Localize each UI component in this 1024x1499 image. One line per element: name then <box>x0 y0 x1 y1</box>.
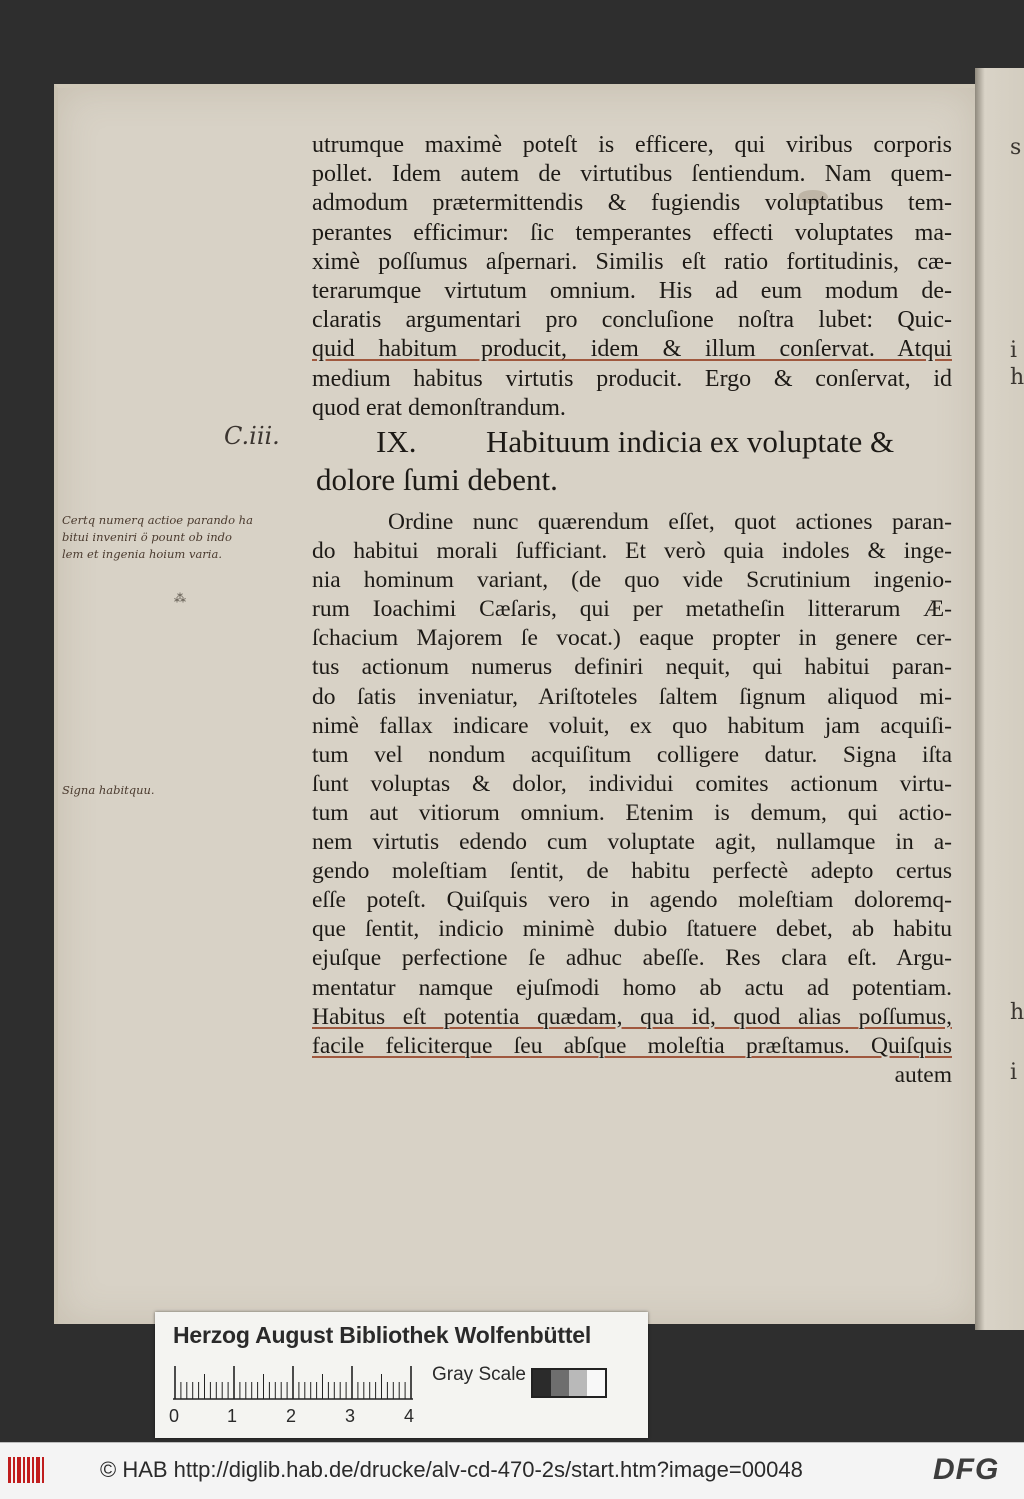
text-line: nem virtutis edendo cum voluptate agit, nullamque in a- <box>312 829 952 856</box>
gray-scale-swatches <box>531 1368 607 1398</box>
text-line: tum vel nondum acquiſitum colligere datur. Signa iſta <box>312 741 952 768</box>
text-line: tum aut vitiorum omnium. Etenim is demum, qui actio- <box>312 799 952 826</box>
text-line: nia hominum variant, (de quo vide Scrutinium ingenio- <box>312 567 952 594</box>
library-name: Herzog August Bibliothek Wolfenbüttel <box>173 1322 592 1348</box>
text-line: perantes efficimur: ſic temperantes effecti voluptates ma- <box>312 219 952 246</box>
margin-note-line: Certq numerq actioe parando ha <box>62 513 253 527</box>
text-line: gendo moleſtiam ſentit, de habitu perfectè adepto certus <box>312 858 952 885</box>
heading-line-1 <box>316 423 952 461</box>
text-line: admodum prætermittendis & fugiendis voluptatibus tem- <box>312 190 952 217</box>
text-line-underlined: facile feliciterque ſeu abſque moleſtia præſtamus. Quiſquis <box>312 1032 952 1059</box>
text-line: terarumque virtutum omnium. His ad eum modum de- <box>312 278 952 305</box>
color-reference-card <box>155 1312 648 1438</box>
text-line: ximè poſſumus aſpernari. Similis eſt ratio fortitudinis, cæ- <box>312 248 952 275</box>
section-heading <box>316 423 952 499</box>
text-line: pollet. Idem autem de virtutibus ſentiendum. Nam quem- <box>312 161 952 188</box>
heading-numeral: IX. <box>376 424 417 459</box>
margin-note-line: lem et ingenia hoium varia. <box>62 547 222 561</box>
ruler-number: 2 <box>286 1406 297 1426</box>
text-line: quod erat demonſtrandum. <box>312 394 566 421</box>
gray-swatch <box>587 1370 605 1396</box>
text-line: Ordine nunc quærendum eſſet, quot actiones paran- <box>388 509 952 535</box>
gray-swatch <box>569 1370 587 1396</box>
margin-note-1 <box>62 512 253 563</box>
margin-note-line: bitui inveniri ö pount ob indo <box>62 530 232 544</box>
text-line: claratis argumentari pro concluſione noſtra lubet: Quic- <box>312 307 952 334</box>
gray-swatch <box>551 1370 569 1396</box>
text-line: nimè fallax indicare voluit, ex quo habitum jam acquiſi- <box>312 712 952 739</box>
next-page-letter: s <box>1010 135 1022 160</box>
next-page-letter: i <box>1010 338 1018 363</box>
ruler-numbers <box>169 1406 429 1430</box>
margin-note-2: Signa habitquu. <box>62 783 155 797</box>
ink-speck: ⁂ <box>174 591 186 605</box>
text-line: eſſe poteſt. Quiſquis vero in agendo moleſtiam doloremq- <box>312 887 952 914</box>
text-line: que ſentit, indicio minimè dubio ſtatuere debet, ab habitu <box>312 916 952 943</box>
body-paragraph-2 <box>312 508 952 1090</box>
dfg-logo: DFG <box>933 1453 1000 1486</box>
text-line: do ſatis inveniatur, Ariſtoteles ſaltem ſignum aliquod mi- <box>312 683 952 710</box>
ruler-number: 0 <box>169 1406 180 1426</box>
body-paragraph-1 <box>312 131 952 423</box>
ruler-number: 3 <box>345 1406 356 1426</box>
text-line: utrumque maximè poteſt is efficere, qui viribus corporis <box>312 132 952 158</box>
text-line: do habitui morali ſufficiant. Et verò quia indoles & inge- <box>312 538 952 565</box>
text-line-underlined: Habitus eſt potentia quædam, qua id, quod alias poſſumus, <box>312 1003 952 1030</box>
ruler-scale <box>173 1366 423 1400</box>
next-page-edge <box>975 68 1024 1330</box>
ruler-number: 1 <box>227 1406 238 1426</box>
next-page-letter: h <box>1010 1000 1024 1025</box>
citation-link[interactable]: © HAB http://diglib.hab.de/drucke/alv-cd-470-2s/start.htm?image=00048 <box>100 1457 803 1482</box>
gray-swatch <box>533 1370 551 1396</box>
text-line-underlined: quid habitum producit, idem & illum conſervat. Atqui <box>312 336 952 363</box>
text-line: ſchacium Majorem ſe vocat.) eaque propter in genere cer- <box>312 625 952 652</box>
next-page-letter: h <box>1010 365 1024 390</box>
hab-barcode-logo-icon <box>8 1455 48 1485</box>
heading-text: Habituum indicia ex voluptate & <box>486 424 895 459</box>
text-line: tus actionum numerus definiri nequit, qui habitui paran- <box>312 654 952 681</box>
signature-mark: C.iii. <box>224 422 280 450</box>
next-page-letter: i <box>1010 1060 1018 1085</box>
catchword: autem <box>894 1061 952 1088</box>
gray-scale-label: Gray Scale <box>432 1364 526 1385</box>
text-line: ejuſque perfectione ſe adhuc abeſſe. Res clara eſt. Argu- <box>312 945 952 972</box>
ruler-number: 4 <box>404 1406 415 1426</box>
text-line: mentatur namque ejuſmodi homo ab actu ad potentiam. <box>312 974 952 1001</box>
viewer-footer <box>0 1442 1024 1499</box>
text-line: medium habitus virtutis producit. Ergo & conſervat, id <box>312 365 952 392</box>
text-line: ſunt voluptas & dolor, individui comites actionum virtu- <box>312 770 952 797</box>
heading-line-2: dolore ſumi debent. <box>316 462 558 497</box>
text-line: rum Ioachimi Cæſaris, qui per metatheſin litterarum Æ- <box>312 596 952 623</box>
